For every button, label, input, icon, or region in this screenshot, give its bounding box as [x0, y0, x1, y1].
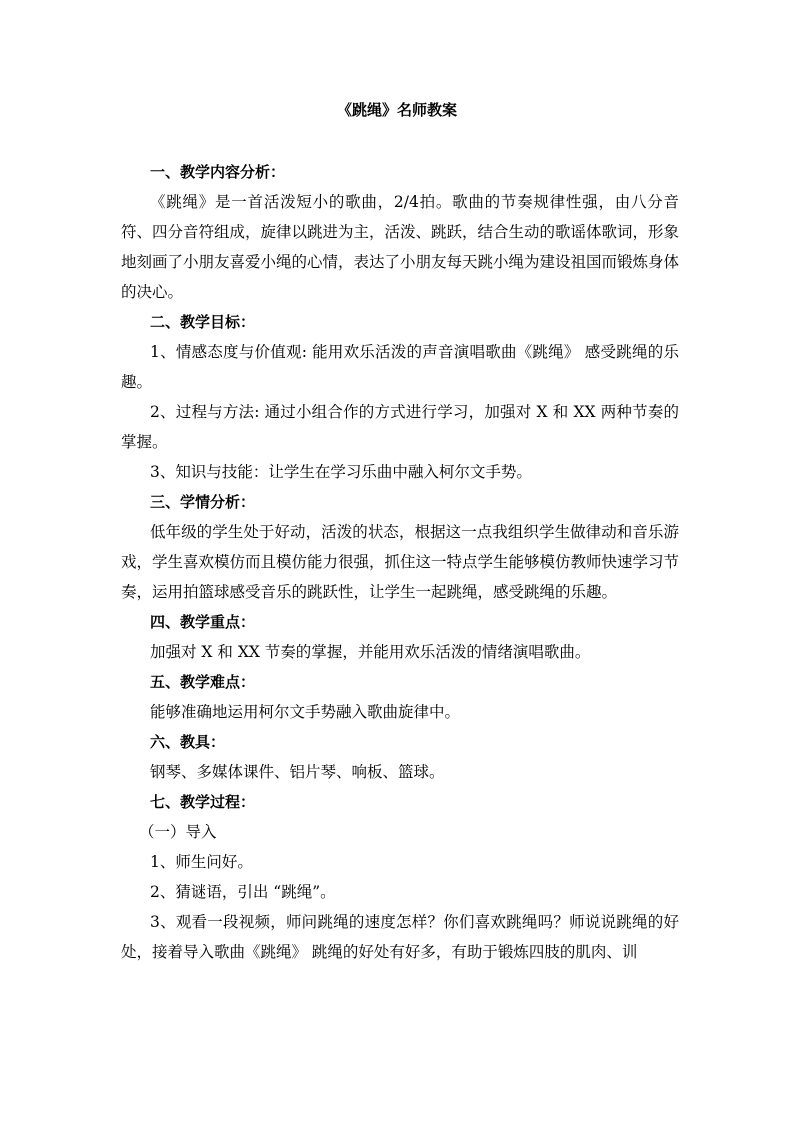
objective-item-2: 2、过程与方法: 通过小组合作的方式进行学习，加强对 X 和 XX 两种节奏的掌握。 — [121, 403, 679, 451]
section-heading-student-analysis: 三、学情分析： — [150, 493, 256, 511]
objective-item-3: 3、知识与技能：让学生在学习乐曲中融入柯尔文手势。 — [150, 463, 532, 481]
subsection-introduction: （一）导入 — [139, 823, 217, 841]
paragraph-teaching-aids: 钢琴、多媒体课件、铝片琴、响板、篮球。 — [150, 763, 445, 781]
section-heading-key-points: 四、教学重点： — [150, 613, 256, 631]
paragraph-content-analysis: 《跳绳》是一首活泼短小的歌曲，2/4拍。歌曲的节奏规律性强，由八分音符、四分音符组成，旋律以跳进为主，活泼、跳跃，结合生动的歌谣体歌词，形象地刻画了小朋友喜爱小绳的心情，表达了小朋友每天跳小绳为建设祖国而锻炼身体的决心。 — [121, 193, 680, 301]
section-heading-teaching-process: 七、教学过程： — [150, 793, 256, 811]
section-heading-content-analysis: 一、教学内容分析： — [150, 163, 286, 181]
paragraph-key-points: 加强对 X 和 XX 节奏的掌握，并能用欢乐活泼的情绪演唱歌曲。 — [150, 643, 591, 661]
document-title: 《跳绳》名师教案 — [336, 101, 457, 119]
paragraph-difficulties: 能够准确地运用柯尔文手势融入歌曲旋律中。 — [150, 703, 461, 721]
paragraph-student-analysis: 低年级的学生处于好动，活泼的状态，根据这一点我组织学生做律动和音乐游戏，学生喜欢模仿而且模仿能力很强，抓住这一特点学生能够模仿教师快速学习节奏，运用拍篮球感受音乐的跳跃性，让学生一起跳绳，感受跳绳的乐趣。 — [121, 523, 680, 601]
document-body — [121, 157, 679, 967]
section-heading-teaching-aids: 六、教具： — [150, 733, 226, 751]
process-step-1: 1、师生问好。 — [150, 853, 253, 871]
process-step-2: 2、猜谜语，引出 “跳绳”。 — [150, 883, 336, 901]
section-heading-difficulties: 五、教学难点： — [150, 673, 256, 691]
section-heading-objectives: 二、教学目标： — [150, 313, 256, 331]
process-step-3: 3、观看一段视频，师问跳绳的速度怎样？你们喜欢跳绳吗？师说说跳绳的好处，接着导入歌曲《跳绳》 跳绳的好处有好多，有助于锻炼四肢的肌肉、训 — [121, 913, 679, 961]
objective-item-1: 1、情感态度与价值观: 能用欢乐活泼的声音演唱歌曲《跳绳》 感受跳绳的乐趣。 — [121, 343, 679, 391]
